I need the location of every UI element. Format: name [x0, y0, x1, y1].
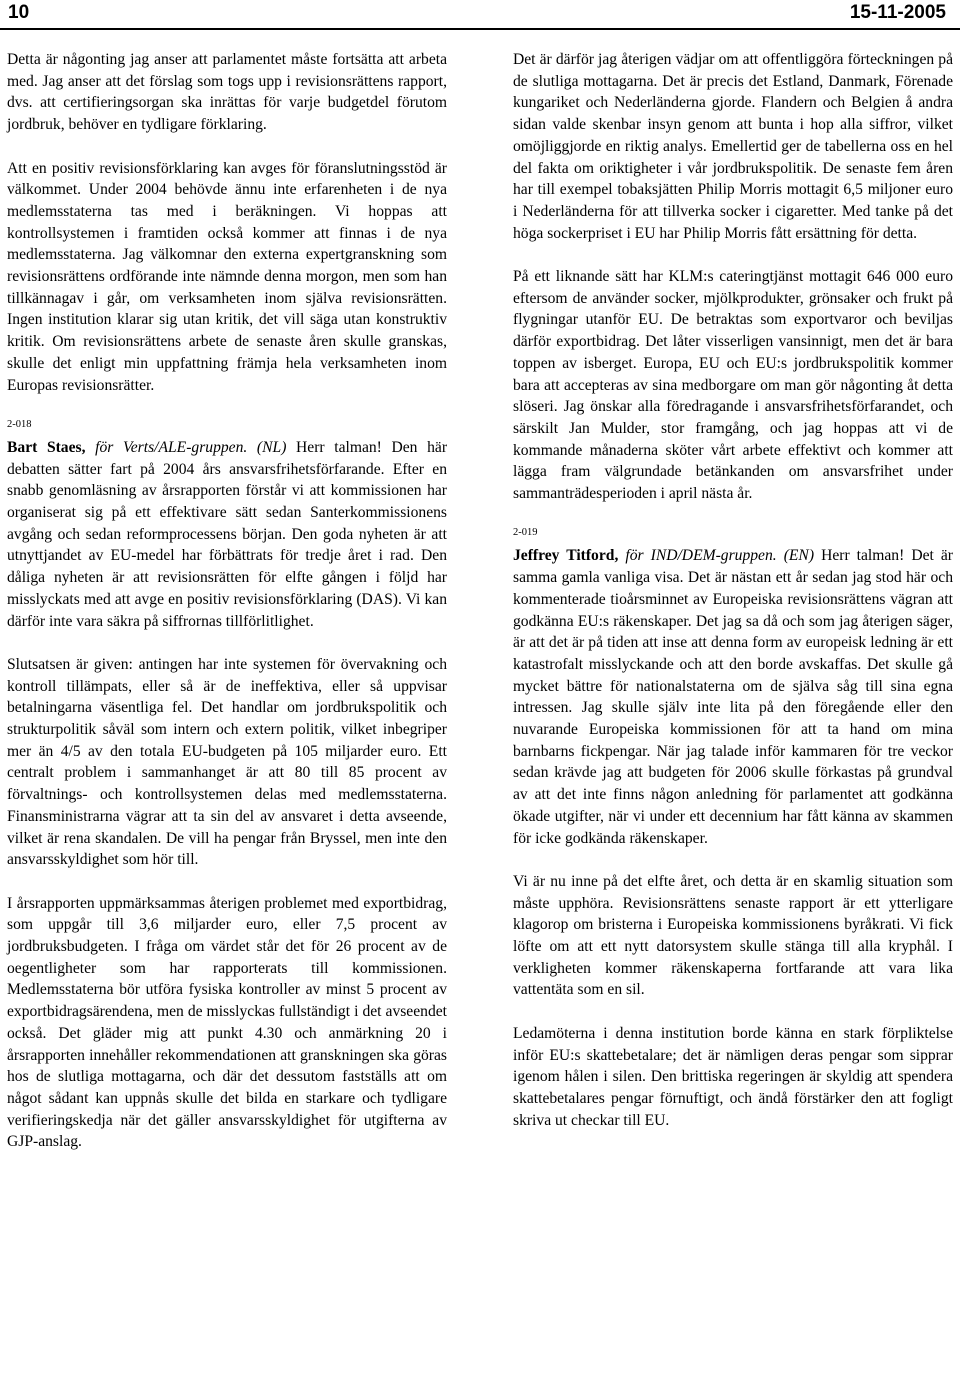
- speech-id: 2-019: [513, 527, 538, 539]
- speaker-name: Bart Staes,: [7, 438, 86, 456]
- speech-id: 2-018: [7, 418, 32, 430]
- speech-paragraph: [7, 437, 447, 632]
- speech-text: Herr talman! Det är samma gamla vanliga visa. Det är nästan ett år sedan jag stod här och kommenterade tioårsminnet av Europeiska revisionsrättens vägran att godkänna EU:s räkenskaper. Det jag sa då och som jag återigen säger, är att det är på tiden att inse att denna form av europeisk ledning är ett katastrofalt misslyckande och att den borde avskaffas. Det skulle gå mycket bättre för nationalstaterna om de själva såg till sina egna intressen. Jag skulle själv inte lita på den föregående eller den nuvarande Europeiska kommissionen för att ta hand om mina barnbarns fickpengar. När jag talade inför kammaren för tre veckor sedan krävde jag att budgeten för 2006 skulle förkastas på grundval av att det inte finns någon anledning för parlamentet att godkänna ökade utgifter, när vi under ett decennium har fått känna av skammen för icke godkända räkenskaper.: [513, 547, 953, 847]
- speech-text: Herr talman! Den här debatten sätter fart på 2004 års ansvarsfrihetsförfarande. Efter en snabb genomläsning av årsrapporten förstår vi att kommissionen har organiserat sig på ett effektivare sätt sedan Santerkommissionens avgång och sedan reformprocessens början. Den goda nyheten är att utnyttjandet av EU-medel har förbättrats för tredje året i rad. Den dåliga nyheten är att revisionsrätten för elfte gången i följd har misslyckats med att avge en positiv revisionsförklaring (DAS). Vi kan därför inte vara säkra på siffrornas tillförlitlighet.: [7, 438, 448, 630]
- paragraph: I årsrapporten uppmärksammas återigen problemet med exportbidrag, som uppgår till 3,6 miljarder euro, eller 7,5 procent av jordbruksbudgeten. I fråga om värdet står det för 26 procent av de oegentligheter som har rapporterats till kommissionen. Medlemsstaterna bör utföra fysiska kontroller av minst 5 procent av exportbidragsärendena, men de misslyckas fullständigt i det avseendet också. Det gläder mig att punkt 4.30 och anmärkning 20 i årsrapporten innehåller rekommendationen att granskningen ska göras hos de slutliga mottagarna, och där det dessutom fastställs att om något sådant kan uppnås skulle det bilda en starkare och tydligare verifieringskedja när det gäller ansvarsskyldighet för utgifterna av GJP-anslag.: [7, 894, 447, 1151]
- paragraph: Att en positiv revisionsförklaring kan avges för föranslutningsstöd är välkommet. Under 2004 behövde ännu inte erfarenheten i de nya medlemsstaterna tas med i beräkningen. Vi hoppas att kontrollsystemen i framtiden också kommer att finnas i de nya medlemsstaterna. Jag välkomnar den externa expertgranskning som revisionsrättens ordförande inte nämnde denna morgon, men som han tillkännagav i går, om verksamheten inom själva revisionsrätten. Ingen institution klarar sig utan kritik, det vill säga utan konstruktiv kritik. Om revisionsrättens arbete de senaste åren skulle granskas, skulle det enligt min uppfattning främja hela verksamheten inom Europas revisionsrätter.: [7, 159, 447, 394]
- page-date: 15-11-2005: [849, 2, 946, 23]
- speech-language: (NL): [256, 438, 287, 456]
- speech-language: (EN): [783, 547, 815, 565]
- paragraph: Slutsatsen är given: antingen har inte systemen för övervakning och kontroll tillämpats, eller så är de ineffektiva, eller så uppvisar betalningarna väsentliga fel. Det handlar om jordbrukspolitik och strukturpolitik såväl som intern och extern politik, vilket inbegriper mer än 4/5 av den totala EU-budgeten på 105 miljarder euro. Ett centralt problem i sammanhanget är att 80 till 85 procent av förvaltnings- och kontrollsystemen delas med medlemsstaterna. Finansministrarna vägrar att ta sin del av ansvaret i detta avseende, vilket är rena skandalen. De vill ha pengar från Bryssel, men inte den ansvarsskyldighet som hör till.: [7, 655, 447, 869]
- paragraph: Vi är nu inne på det elfte året, och detta är en skamlig situation som måste upphöra. Revisionsrättens senaste rapport är ett ytterligare klagorop om bristerna i Europeiska kommissionens byråkrati. Vi fick löfte om att ett nytt datorsystem skulle stänga till alla kryphål. I verkligheten kommer räkenskaperna fortfarande att vara lika vattentäta som en sil.: [513, 872, 953, 999]
- speaker-name: Jeffrey Titford,: [513, 547, 619, 565]
- left-column: [7, 49, 447, 1153]
- right-column: [513, 49, 953, 1131]
- page-header: [0, 0, 960, 30]
- speaker-group: för IND/DEM-gruppen.: [625, 547, 777, 565]
- speaker-group: för Verts/ALE-gruppen.: [95, 438, 248, 456]
- paragraph: Det är därför jag återigen vädjar om att offentliggöra förteckningen på de slutliga mottagarna. Det är precis det Estland, Danmark, Förenade kungariket och Nederländerna gjorde. Flandern och Belgien å andra sidan valde skenbar insyn genom att bunta i hop alla siffror, vilket omöjliggjorde en riktig analys. Emellertid ger de tabellerna oss en hel del fakta om oriktigheter i vår jordbrukspolitik. De senaste fem åren har till exempel tobaksjätten Philip Morris mottagit 6,5 miljoner euro i Nederländerna för att tillverka socker i cigaretter. Med tanke på det höga sockerpriset i EU har Philip Morris fått ersättning för detta.: [513, 51, 953, 242]
- paragraph: Ledamöterna i denna institution borde känna en stark förpliktelse inför EU:s skattebetalare; det är nämligen deras pengar som sipprar igenom hålen i silen. Den brittiska regeringen är skyldig att spendera skattebetalares pengar förnuftigt, och ändå förstärker den att fogligt skriva ut checkar till EU.: [513, 1024, 953, 1129]
- paragraph: Detta är någonting jag anser att parlamentet måste fortsätta att arbeta med. Jag anser att det förslag som togs upp i revisionsrättens rapport, dvs. att certifieringsorgan ska inrättas för varje budgetdel förutom jordbruk, behöver en tydligare förklaring.: [7, 51, 447, 134]
- page-number: 10: [8, 2, 30, 23]
- speech-paragraph: [513, 545, 953, 849]
- paragraph: På ett liknande sätt har KLM:s cateringtjänst mottagit 646 000 euro eftersom de använder socker, mjölkprodukter, grönsaker och frukt på flygningar utanför EU. De betraktas som exportvaror och beviljas därför exportbidrag. Det låter visserligen vansinnigt, men det är bara toppen av isberget. Europa, EU och EU:s jordbrukspolitik kommer bara att accepteras av sina medborgare om man gör någonting åt detta slöseri. Jag önskar alla föredragande i ansvarsfrihetsförfarandet, och särskilt Jan Mulder, stor framgång, och jag hoppas att vi de kommande månaderna sköter vårt arbete effektivt och kommer att lägga fram välgrundade betänkanden om ansvarsfrihet under sammanträdesperioden i april nästa år.: [513, 268, 953, 503]
